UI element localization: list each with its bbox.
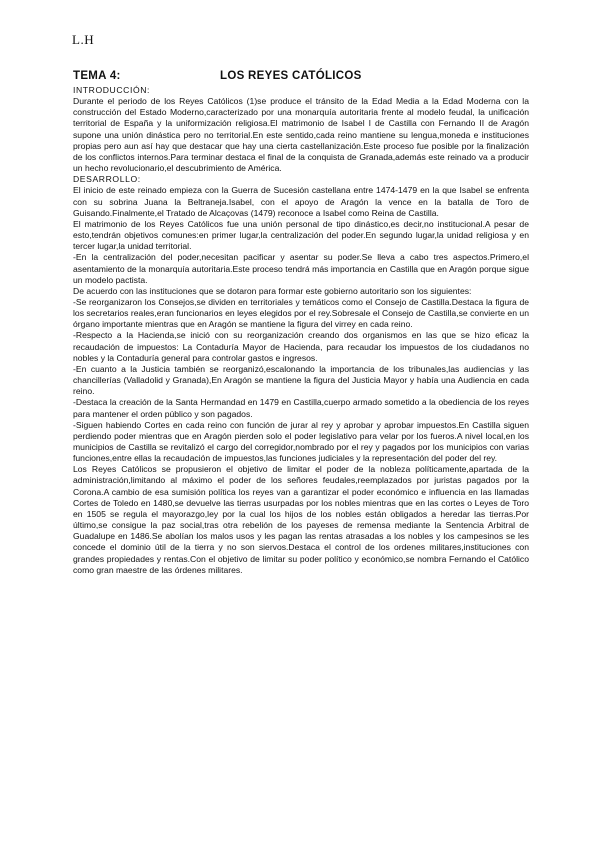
page-header-initials: L.H — [72, 32, 95, 47]
topic-title: LOS REYES CATÓLICOS — [220, 70, 362, 82]
development-paragraph-councils: -Se reorganizaron los Consejos,se dividen en territoriales y temáticos como el Consejo de Castilla.Destaca la figura de los secretarios reales,eran funcionarios en leyes elegidos por el rey.Sobresale el Consejo de Castilla,se convierte en un órgano importante mientras que en Aragón se mantiene la figura del virrey en cada reino. — [73, 296, 529, 330]
development-paragraph-nobility: Los Reyes Católicos se propusieron el objetivo de limitar el poder de la nobleza políticamente,apartada de la administración,limitando al máximo el poder de los señores feudales,reemplazados por juristas pagados por la Corona.A cambio de esa sumisión política los reyes van a garantizar el poder económico e influencia en las llamadas Cortes de Toledo en 1480,se devuelve las tierras usurpadas por los nobles mientras que en las cortes o Leyes de Toro en 1505 se regula el mayorazgo,ley por la cual los hijos de los nobles están obligados a heredar las tierras.Por último,se consigue la paz social,tras otra rebelión de los payeses de remensa mediante la Sentencia Arbitral de Guadalupe en 1486.Se abolían los malos usos y les pagan las rentas atrasadas a los nobles y los campesinos se les concede el dominio útil de la tierra y no son siervos.Destaca el control de los ordenes militares,instituciones con grandes propiedades y rentas.Con el objetivo de limitar su poder político y económico,se nombra Fernando el Católico como gran maestre de las órdenes militares. — [73, 464, 529, 575]
development-heading: DESARROLLO: — [73, 174, 141, 185]
intro-heading: INTRODUCCIÓN: — [73, 85, 151, 95]
development-paragraph-marriage: El matrimonio de los Reyes Católicos fue una unión personal de tipo dinástico,es decir,no institucional.A pesar de esto,tendrán objetivos comunes:en primer lugar,la centralización del poder.En segundo lugar,la unidad religiosa y en tercer lugar,la unidad territorial. — [73, 218, 529, 252]
development-paragraph-succession-war: El inicio de este reinado empieza con la Guerra de Sucesión castellana entre 1474-1479 en la que Isabel se enfrenta con su sobrina Juana la Beltraneja.Isabel, con el apoyo de Aragón la vence en la batalla de Toro de Guisando.Finalmente,el Tratado de Alcaçovas (1479) reconoce a Isabel como Reina de Castilla. — [73, 185, 529, 218]
topic-number: TEMA 4: — [73, 70, 121, 82]
development-paragraph-centralization: -En la centralización del poder,necesitan pacificar y asentar su poder.Se lleva a cabo tres aspectos.Primero,el asentamiento de la monarquía autoritaria.Este proceso tendrá más importancia en Castilla que en Aragón porque sigue un modelo pactista. — [73, 252, 529, 285]
document-body — [73, 85, 529, 576]
development-paragraph-institutions-intro: De acuerdo con las instituciones que se dotaron para formar este gobierno autoritario son los siguientes: — [73, 285, 472, 296]
development-paragraph-cortes: -Siguen habiendo Cortes en cada reino con función de jurar al rey y aprobar y aprobar impuestos.En Castilla siguen perdiendo poder mientras que en Aragón pierden solo el poder legislativo para velar por los fueros.A nivel local,en los municipios de Castilla se revitalizó el cargo del corregidor,nombrado por el rey y pagados por los municipios con varias funciones,entre ellas la recaudación de impuestos,las funciones judiciales y la representación del poder del rey. — [73, 419, 529, 464]
development-paragraph-justice: -En cuanto a la Justicia también se reorganizó,escalonando la importancia de los tribunales,las audiencias y las chancillerías (Valladolid y Granada),En Aragón se mantiene la figura del Justicia Mayor y había una Audiencia en cada reino. — [73, 363, 529, 397]
page-title — [73, 70, 529, 82]
intro-paragraph: Durante el periodo de los Reyes Católicos (1)se produce el tránsito de la Edad Media a la Edad Moderna con la construcción del Estado Moderno,caracterizado por una monarquía autoritaria frente al modelo feudal, la unificación territorial de España y la uniformización religiosa.El matrimonio de Isabel I de Castilla con Fernando II de Aragón supone una unión dinástica pero no territorial.En este sentido,cada reino mantiene su lengua,moneda e instituciones propias pero aun así hay que destacar que hay una cierta castellanización.Este proceso fue posible por la finalización de los conflictos internos.Para terminar destaca el final de la conquista de Granada,además este reinado va a producir un hecho revolucionario,el descubrimiento de América. — [73, 96, 529, 174]
development-paragraph-santa-hermandad: -Destaca la creación de la Santa Hermandad en 1479 en Castilla,cuerpo armado sometido a la obediencia de los reyes para mantener el orden público y son pagados. — [73, 397, 529, 419]
development-paragraph-treasury: -Respecto a la Hacienda,se inició con su reorganización creando dos organismos en las que se hizo eficaz la recaudación de impuestos: La Contaduría Mayor de Hacienda, para recaudar los impuestos de los ciudadanos no nobles y la Contaduría general para controlar gastos e ingresos. — [73, 330, 529, 363]
